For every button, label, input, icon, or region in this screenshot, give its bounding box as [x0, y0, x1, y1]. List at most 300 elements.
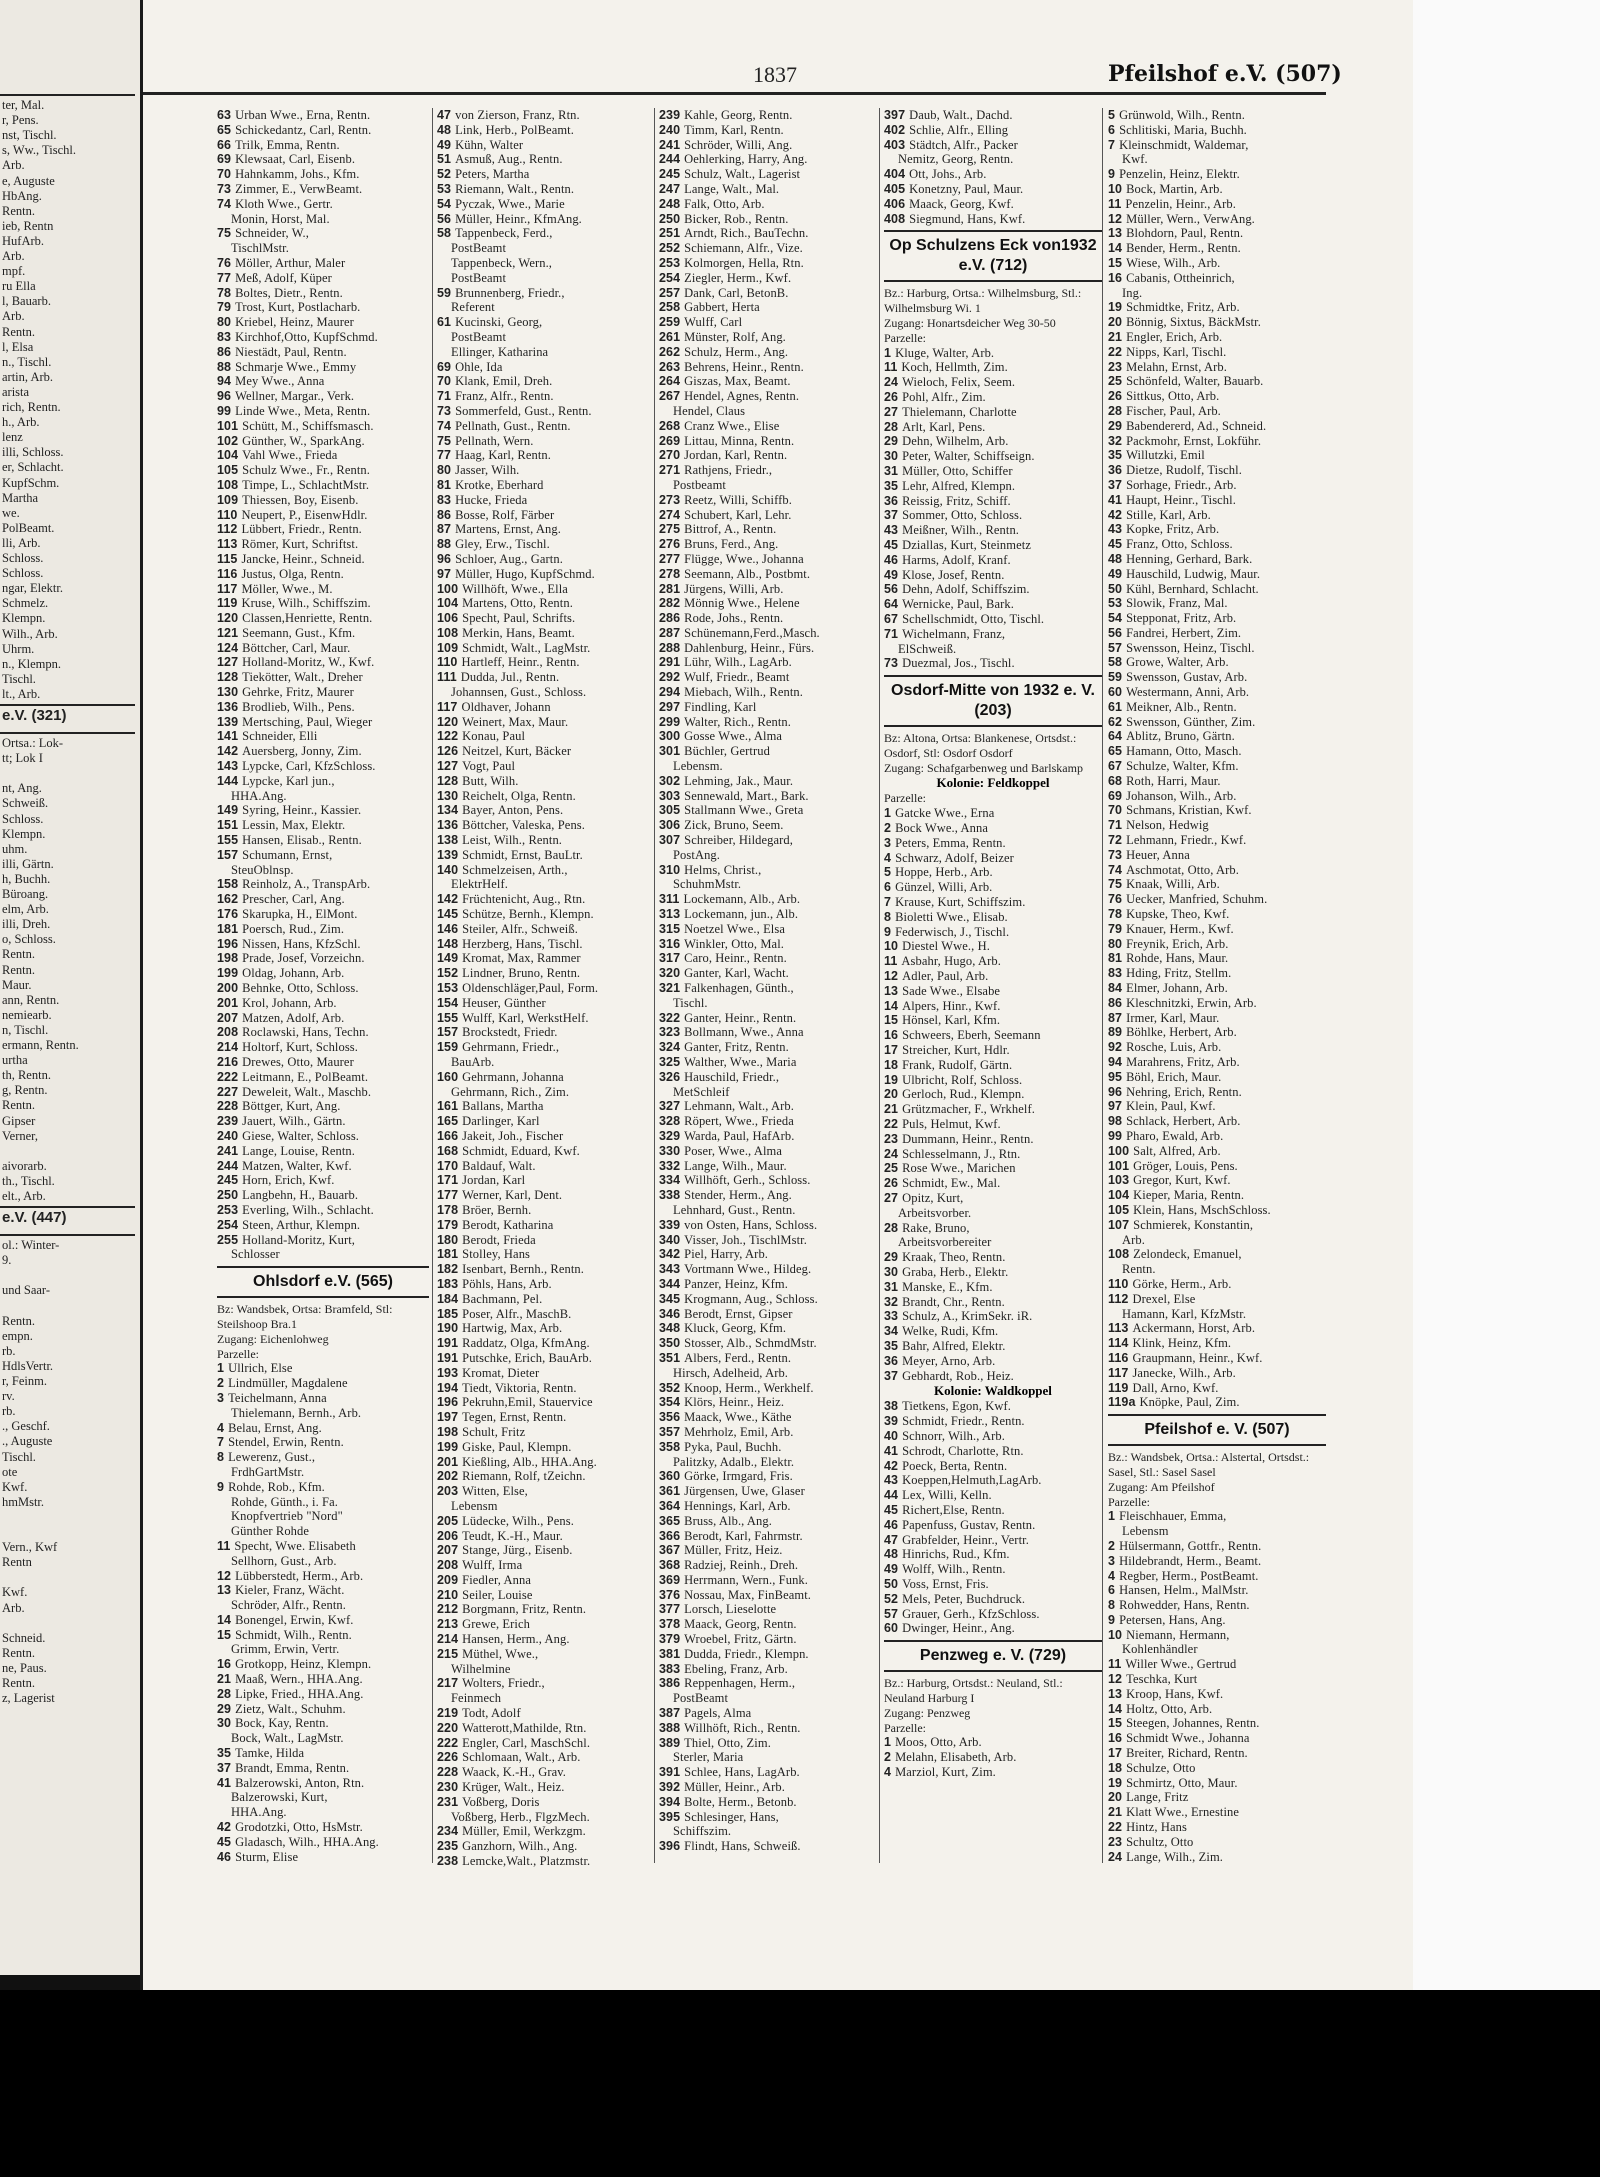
entry-text: Littau, Minna, Rentn.	[684, 433, 795, 448]
entry-text: Ackermann, Horst, Arb.	[1132, 1321, 1256, 1336]
plot-number: 364	[659, 1498, 681, 1513]
list-item	[659, 1499, 877, 1514]
list-item	[884, 553, 1102, 568]
plot-number: 329	[659, 1128, 681, 1143]
plot-number: 197	[437, 1410, 459, 1425]
list-item	[659, 300, 877, 315]
list-item	[217, 611, 429, 626]
page-number: 1837	[753, 62, 797, 87]
list-item	[437, 1247, 653, 1262]
entry-text: Hülsermann, Gottfr., Rentn.	[1119, 1538, 1262, 1553]
list-item	[884, 1280, 1102, 1295]
entry-text: Heuser, Günther	[462, 995, 546, 1010]
entry-text: Sterler, Maria	[673, 1750, 744, 1765]
plot-number: 109	[217, 492, 239, 507]
entry-text: Drexel, Else	[1132, 1291, 1196, 1306]
plot-number: 108	[1108, 1247, 1130, 1262]
entry-text: Ing.	[1122, 285, 1143, 300]
plot-number: 16	[1108, 1731, 1123, 1746]
entry-text: Dietze, Rudolf, Tischl.	[1126, 463, 1242, 478]
list-item	[437, 552, 653, 567]
plot-number: 62	[1108, 714, 1123, 729]
entry-text: Neupert, P., EisenwHdlr.	[241, 507, 368, 522]
plot-number: 95	[1108, 1069, 1123, 1084]
list-item	[884, 1369, 1102, 1384]
list-item	[1108, 1395, 1326, 1410]
entry-text: Steegen, Johannes, Rentn.	[1126, 1716, 1260, 1731]
list-item	[1108, 818, 1326, 833]
plot-number: 404	[884, 167, 906, 182]
section-plots-label: Parzelle:	[884, 1720, 926, 1735]
entry-text: Ziegler, Herm., Kwf.	[684, 270, 792, 285]
plot-number: 199	[437, 1439, 459, 1454]
list-item-fragment: uhm.	[2, 841, 28, 856]
list-item	[437, 1055, 653, 1070]
list-item-fragment: 9.	[2, 1253, 12, 1268]
plot-number: 89	[1108, 1025, 1123, 1040]
list-item	[437, 123, 653, 138]
entry-text: Lipke, Fried., HHA.Ang.	[235, 1686, 364, 1701]
entry-text: Klein, Hans, MschSchloss.	[1133, 1202, 1271, 1217]
list-item	[659, 1307, 877, 1322]
plot-number: 121	[217, 625, 239, 640]
list-item	[1108, 241, 1326, 256]
entry-text: Baldauf, Walt.	[462, 1158, 536, 1173]
entry-text: Maack, Georg, Rentn.	[684, 1617, 797, 1632]
entry-text: Kroop, Hans, Kwf.	[1126, 1686, 1224, 1701]
entry-text: Klink, Heinz, Kfm.	[1132, 1336, 1232, 1351]
entry-text: Dwinger, Heinr., Ang.	[902, 1621, 1015, 1636]
plot-number: 83	[437, 492, 452, 507]
list-item	[1108, 182, 1326, 197]
column-divider	[879, 108, 880, 1863]
entry-text: Freynik, Erich, Arb.	[1126, 936, 1229, 951]
entry-text: Jakeit, Joh., Fischer	[462, 1128, 564, 1143]
list-item-fragment: th, Rentn.	[2, 1068, 51, 1083]
plot-number: 3	[884, 835, 892, 850]
entry-text: Reissig, Fritz, Schiff.	[902, 493, 1011, 508]
list-item	[437, 848, 653, 863]
list-item	[1108, 152, 1326, 167]
plot-number: 228	[217, 1099, 239, 1114]
entry-text: Pellnath, Gust., Rentn.	[455, 418, 571, 433]
list-item	[437, 1780, 653, 1795]
entry-text: Mels, Peter, Buchdruck.	[902, 1591, 1026, 1606]
list-item	[659, 1602, 877, 1617]
list-item-fragment: Rentn.	[2, 203, 35, 218]
plot-number: 273	[659, 492, 681, 507]
list-item	[437, 1203, 653, 1218]
plot-number: 152	[437, 966, 459, 981]
list-item	[437, 966, 653, 981]
entry-text: Gley, Erw., Tischl.	[455, 537, 550, 552]
plot-number: 262	[659, 344, 681, 359]
plot-number: 110	[217, 507, 238, 522]
list-item	[1108, 1055, 1326, 1070]
list-item	[217, 1450, 429, 1465]
list-item	[884, 1206, 1102, 1221]
entry-text: Kupske, Theo, Kwf.	[1126, 907, 1230, 922]
plot-number: 33	[884, 1309, 899, 1324]
plot-number: 43	[1108, 522, 1123, 537]
plot-number: 28	[884, 419, 899, 434]
list-item	[659, 1055, 877, 1070]
section-title: Ohlsdorf e.V. (565)	[253, 1273, 393, 1291]
list-item	[437, 1810, 653, 1825]
entry-text: Boltes, Dietr., Rentn.	[235, 285, 343, 300]
entry-text: Ott, Johs., Arb.	[909, 167, 987, 182]
entry-text: Schlomaan, Walt., Arb.	[462, 1750, 581, 1765]
plot-number: 141	[217, 729, 239, 744]
entry-text: Cabanis, Ottheinrich,	[1126, 270, 1235, 285]
entry-text: TischlMstr.	[231, 241, 289, 256]
entry-text: Kloth Wwe., Gertr.	[235, 196, 333, 211]
list-item	[437, 1514, 653, 1529]
entry-text: Schellschmidt, Otto, Tischl.	[902, 611, 1045, 626]
list-item-fragment: aivorarb.	[2, 1158, 47, 1173]
plot-number: 149	[437, 951, 459, 966]
entry-text: Steen, Arthur, Klempn.	[242, 1217, 361, 1232]
list-item-fragment: l, Bauarb.	[2, 294, 51, 309]
list-item	[437, 360, 653, 375]
entry-text: Schulze, Otto	[1126, 1760, 1196, 1775]
entry-text: Hirsch, Adelheid, Arb.	[673, 1365, 789, 1380]
list-item	[884, 1221, 1102, 1236]
list-item	[1108, 626, 1326, 641]
list-item	[659, 655, 877, 670]
list-item-fragment: Tischl.	[2, 671, 36, 686]
entry-text: Münster, Rolf, Ang.	[684, 329, 786, 344]
column-divider	[1102, 108, 1103, 1863]
entry-text: Nissen, Hans, KfzSchl.	[242, 936, 361, 951]
plot-number: 326	[659, 1069, 681, 1084]
list-item	[1108, 1336, 1326, 1351]
plot-number: 231	[437, 1794, 459, 1809]
list-item	[1108, 833, 1326, 848]
entry-text: Jordan, Karl, Rentn.	[684, 448, 788, 463]
entry-text: Waack, K.-H., Grav.	[462, 1765, 567, 1780]
entry-text: Palitzky, Adalb., Elektr.	[673, 1454, 795, 1469]
list-item	[1108, 863, 1326, 878]
plot-number: 397	[884, 108, 906, 122]
list-item	[217, 567, 429, 582]
plot-number: 50	[1108, 581, 1123, 596]
plot-number: 6	[884, 880, 892, 895]
entry-text: Tegen, Ernst, Rentn.	[462, 1410, 567, 1425]
plot-number: 47	[884, 1532, 899, 1547]
list-item	[437, 877, 653, 892]
plot-number: 117	[1108, 1365, 1129, 1380]
list-item	[217, 981, 429, 996]
list-item	[659, 1099, 877, 1114]
entry-text: Poeck, Berta, Rentn.	[902, 1458, 1008, 1473]
plot-number: 8	[217, 1450, 225, 1465]
entry-text: Dudda, Jul., Rentn.	[460, 670, 560, 685]
list-item	[884, 182, 1102, 197]
list-item	[217, 700, 429, 715]
plot-number: 73	[1108, 847, 1123, 862]
entry-text: Pyka, Paul, Buchh.	[684, 1439, 782, 1454]
section-info: Bz.: Wandsbek, Ortsa.: Alstertal, Ortsdst.: Sasel, Stl.: Sasel Sasel	[1108, 1450, 1310, 1479]
list-item	[1108, 966, 1326, 981]
entry-text: Sommerfeld, Gust., Rentn.	[455, 403, 592, 418]
entry-text: Gehrmann, Rich., Zim.	[451, 1084, 570, 1099]
plot-number: 88	[217, 359, 232, 374]
plot-number: 154	[437, 995, 459, 1010]
list-item	[659, 1351, 877, 1366]
entry-text: Regber, Herm., PostBeamt.	[1119, 1568, 1259, 1583]
plot-number: 208	[217, 1025, 239, 1040]
entry-text: Städtch, Alfr., Packer	[909, 137, 1018, 152]
list-item	[884, 434, 1102, 449]
list-item	[437, 256, 653, 271]
entry-text: Hding, Fritz, Stellm.	[1126, 966, 1232, 981]
entry-text: Swensson, Gustav, Arb.	[1126, 670, 1248, 685]
entry-text: Hendel, Agnes, Rentn.	[684, 389, 800, 404]
list-item	[659, 537, 877, 552]
plot-number: 396	[659, 1839, 681, 1854]
plot-number: 203	[437, 1484, 459, 1499]
plot-number: 240	[659, 122, 681, 137]
entry-text: Caro, Heinr., Rentn.	[684, 951, 787, 966]
entry-text: Babendererd, Ad., Schneid.	[1126, 418, 1267, 433]
entry-text: Roth, Harri, Maur.	[1126, 773, 1221, 788]
list-item	[217, 1761, 429, 1776]
entry-text: Böhlke, Herbert, Arb.	[1126, 1025, 1237, 1040]
plot-number: 21	[217, 1672, 232, 1687]
entry-text: Hansen, Elisab., Rentn.	[242, 833, 362, 848]
plot-number: 24	[1108, 1849, 1123, 1864]
plot-number: 138	[437, 833, 459, 848]
list-item	[217, 1790, 429, 1805]
entry-text: Mehrholz, Emil, Arb.	[684, 1424, 794, 1439]
plot-number: 254	[659, 270, 681, 285]
section-access: Zugang: Am Pfeilshof	[1108, 1479, 1215, 1494]
list-item	[437, 729, 653, 744]
plot-number: 86	[217, 344, 232, 359]
entry-text: Stendel, Erwin, Rentn.	[228, 1435, 344, 1450]
list-item	[437, 1839, 653, 1854]
list-item	[1108, 611, 1326, 626]
entry-text: Herzberg, Hans, Tischl.	[462, 936, 583, 951]
list-item	[217, 596, 429, 611]
list-item	[217, 1672, 429, 1687]
list-item	[1108, 1262, 1326, 1277]
section-info: Bz: Wandsbek, Ortsa: Bramfeld, Stl: Steilshoop Bra.1	[217, 1302, 393, 1331]
plot-number: 222	[217, 1069, 239, 1084]
list-item	[437, 138, 653, 153]
plot-number: 323	[659, 1025, 681, 1040]
entry-text: Jordan, Karl	[462, 1173, 526, 1188]
plot-number: 42	[217, 1820, 232, 1835]
plot-number: 48	[1108, 551, 1123, 566]
plot-number: 14	[884, 998, 899, 1013]
entry-text: Rose Wwe., Marichen	[902, 1161, 1016, 1176]
entry-text: Lorsch, Lieselotte	[684, 1602, 777, 1617]
entry-text: Klewsaat, Carl, Eisenb.	[235, 152, 356, 167]
plot-number: 241	[659, 137, 681, 152]
list-item	[659, 937, 877, 952]
entry-text: Brandt, Emma, Rentn.	[235, 1760, 350, 1775]
entry-text: Wulff, Karl, WerkstHelf.	[462, 1010, 589, 1025]
entry-text: Breiter, Richard, Rentn.	[1126, 1746, 1248, 1761]
list-item	[659, 419, 877, 434]
plot-number: 20	[884, 1087, 899, 1102]
entry-text: HHA.Ang.	[231, 1805, 287, 1820]
entry-text: Rathjens, Friedr.,	[684, 463, 773, 478]
entry-text: Lehr, Alfred, Klempn.	[902, 478, 1016, 493]
entry-text: Westermann, Anni, Arb.	[1126, 685, 1250, 700]
list-item	[437, 1159, 653, 1174]
list-item	[1108, 493, 1326, 508]
entry-text: Kirchhof,Otto, KupfSchmd.	[235, 329, 378, 344]
plot-number: 269	[659, 433, 681, 448]
plot-number: 196	[217, 936, 239, 951]
entry-text: Ebeling, Franz, Arb.	[684, 1661, 788, 1676]
entry-text: Willhöft, Gerh., Schloss.	[684, 1173, 811, 1188]
plot-number: 245	[659, 167, 681, 182]
entry-text: Schütze, Bernh., Klempn.	[462, 907, 594, 922]
plot-number: 235	[437, 1839, 459, 1854]
entry-text: Neitzel, Kurt, Bäcker	[462, 744, 572, 759]
entry-text: Drewes, Otto, Maurer	[242, 1055, 354, 1069]
list-item-fragment: rb.	[2, 1404, 16, 1419]
section-info: Bz: Altona, Ortsa: Blankenese, Ortsdst.: Osdorf, Stl: Osdorf Osdorf	[884, 731, 1077, 760]
entry-text: Poser, Wwe., Alma	[684, 1143, 782, 1158]
entry-text: Grotkopp, Heinz, Klempn.	[235, 1657, 372, 1672]
list-item	[1108, 1613, 1326, 1628]
list-item	[659, 226, 877, 241]
entry-text: Hönsel, Karl, Kfm.	[902, 1013, 1001, 1028]
entry-text: von Osten, Hans, Schloss.	[684, 1217, 818, 1232]
plot-number: 52	[884, 1591, 899, 1606]
entry-text: Schlie, Alfr., Elling	[909, 122, 1009, 137]
entry-text: Meyer, Arno, Arb.	[902, 1353, 996, 1368]
previous-page-strip	[0, 0, 140, 1975]
list-item-fragment: ne, Paus.	[2, 1660, 47, 1675]
list-item	[217, 907, 429, 922]
list-item	[437, 108, 653, 123]
entry-text: Schlosser	[231, 1247, 280, 1262]
list-item	[659, 1647, 877, 1662]
plot-number: 41	[1108, 492, 1123, 507]
entry-text: Gehrmann, Johanna	[462, 1069, 564, 1084]
list-item-fragment: r, Pens.	[2, 113, 39, 128]
section-rule	[1108, 1414, 1326, 1416]
list-item	[1108, 360, 1326, 375]
list-item	[659, 404, 877, 419]
list-item-fragment: Rentn.	[2, 1098, 35, 1113]
plot-number: 226	[437, 1750, 459, 1765]
entry-text: Schmirtz, Otto, Maur.	[1126, 1775, 1238, 1790]
list-item	[1108, 1351, 1326, 1366]
entry-text: Bachmann, Pel.	[462, 1291, 543, 1306]
list-item	[884, 1250, 1102, 1265]
entry-text: Gehrmann, Friedr.,	[462, 1040, 560, 1055]
entry-text: Everling, Wilh., Schlacht.	[242, 1202, 374, 1217]
entry-text: Koch, Hellmth, Zim.	[901, 360, 1008, 375]
list-item	[437, 1691, 653, 1706]
list-item	[659, 1676, 877, 1691]
entry-text: Sittkus, Otto, Arb.	[1126, 389, 1220, 404]
entry-text: Wolters, Friedr.,	[462, 1676, 545, 1691]
page-header	[143, 62, 1413, 102]
list-item-fragment: Verner,	[2, 1128, 38, 1143]
entry-text: Belau, Ernst, Ang.	[228, 1420, 322, 1435]
entry-text: Harms, Adolf, Kranf.	[902, 552, 1011, 567]
list-item-fragment: n., Klempn.	[2, 656, 62, 671]
list-item-fragment: Kwf.	[2, 1585, 28, 1600]
entry-text: Franz, Alfr., Rentn.	[455, 389, 554, 404]
entry-text: Hoppe, Herb., Arb.	[895, 865, 993, 880]
entry-text: Syring, Heinr., Kassier.	[242, 803, 362, 818]
entry-text: Alpers, Hinr., Kwf.	[902, 998, 1001, 1013]
entry-text: Schiffszim.	[673, 1824, 732, 1839]
list-item	[659, 1543, 877, 1558]
entry-text: Arbeitsvorbereiter	[898, 1235, 992, 1250]
plot-number: 153	[437, 981, 459, 996]
entry-text: Prade, Josef, Vorzeichn.	[242, 951, 365, 966]
list-item	[217, 1129, 429, 1144]
entry-text: Bonengel, Erwin, Kwf.	[235, 1612, 354, 1627]
list-item	[884, 1087, 1102, 1102]
plot-number: 7	[884, 895, 892, 910]
entry-text: Poersch, Rud., Zim.	[242, 921, 345, 936]
entry-text: Hamann, Otto, Masch.	[1126, 744, 1242, 759]
list-item	[884, 1117, 1102, 1132]
entry-text: Bender, Herm., Rentn.	[1126, 241, 1241, 256]
entry-text: Rohde, Rob., Kfm.	[228, 1479, 325, 1494]
list-item	[437, 1307, 653, 1322]
entry-text: Grünwold, Wilh., Rentn.	[1119, 108, 1245, 122]
plot-number: 47	[437, 108, 452, 122]
plot-number: 332	[659, 1158, 681, 1173]
list-item	[437, 1736, 653, 1751]
plot-number: 389	[659, 1735, 681, 1750]
list-item	[884, 449, 1102, 464]
list-item	[884, 1429, 1102, 1444]
entry-text: Böttcher, Carl, Maur.	[242, 640, 351, 655]
list-item-fragment: Martha	[2, 490, 39, 505]
page-margin	[1413, 0, 1600, 2177]
entry-text: Peters, Martha	[455, 167, 530, 182]
entry-text: Balzerowski, Anton, Rtn.	[235, 1775, 365, 1790]
entry-text: Rohde, Günth., i. Fa.	[231, 1494, 338, 1509]
plot-number: 330	[659, 1143, 681, 1158]
entry-text: Kieper, Maria, Rentn.	[1133, 1188, 1245, 1203]
list-item	[1108, 582, 1326, 597]
plot-number: 99	[1108, 1128, 1123, 1143]
plot-number: 250	[217, 1188, 239, 1203]
list-item	[884, 1488, 1102, 1503]
plot-number: 74	[217, 196, 232, 211]
entry-text: Konetzny, Paul, Maur.	[909, 181, 1024, 196]
list-item	[217, 330, 429, 345]
entry-text: Specht, Wwe. Elisabeth	[234, 1538, 356, 1553]
plot-number: 19	[1108, 1775, 1123, 1790]
plot-number: 144	[217, 773, 239, 788]
entry-text: Sade Wwe., Elsabe	[902, 983, 1001, 998]
list-item	[884, 1444, 1102, 1459]
plot-number: 6	[1108, 1583, 1116, 1598]
list-item	[437, 1617, 653, 1632]
plot-number: 128	[437, 773, 459, 788]
list-item	[659, 241, 877, 256]
list-item	[217, 1465, 429, 1480]
plot-number: 61	[1108, 699, 1123, 714]
entry-text: Hucke, Frieda	[455, 492, 528, 507]
plot-number: 155	[437, 1010, 459, 1025]
